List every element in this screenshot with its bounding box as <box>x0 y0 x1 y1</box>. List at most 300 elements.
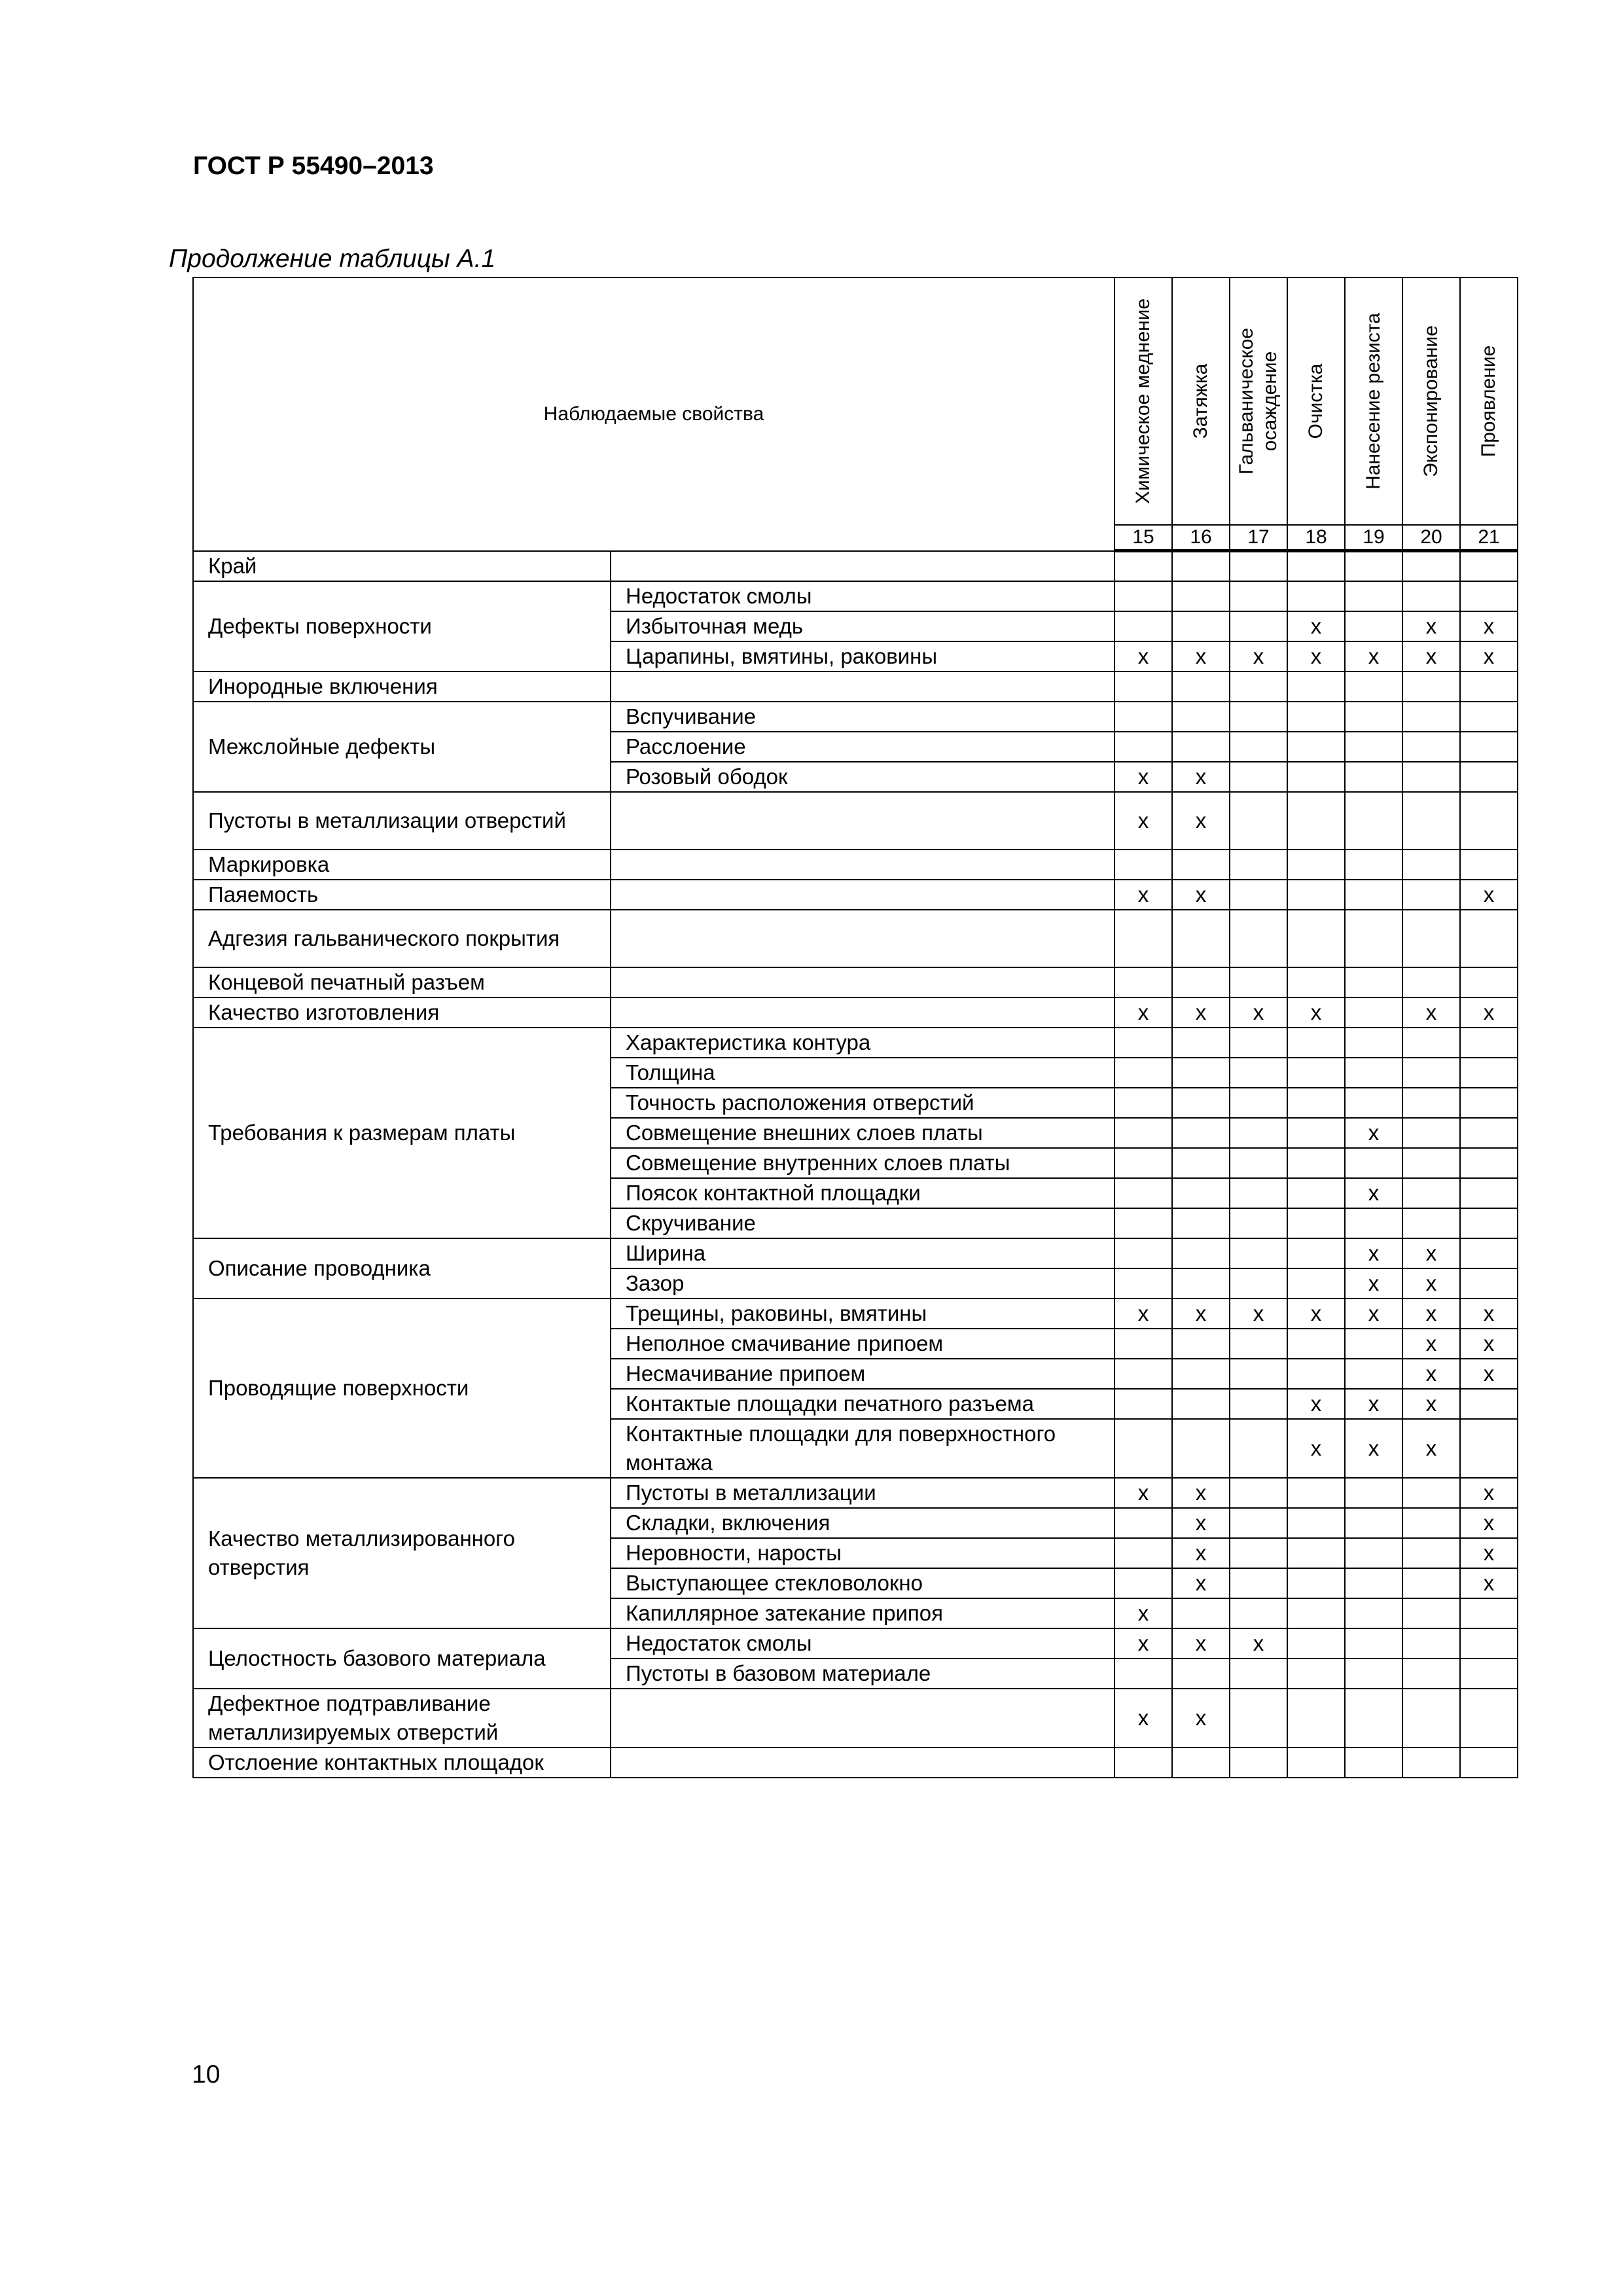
property-group: Отслоение контактных площадок <box>193 1748 611 1778</box>
table-row <box>193 1628 1518 1659</box>
operation-mark <box>1345 1058 1402 1088</box>
table-row <box>193 1478 1518 1508</box>
operation-mark <box>1287 1598 1345 1628</box>
operation-mark <box>1115 1389 1172 1419</box>
property-detail: Выступающее стекловолокно <box>611 1568 1115 1598</box>
operation-mark <box>1115 1178 1172 1208</box>
operation-mark <box>1230 1088 1287 1118</box>
operation-name: Экспонирование <box>1420 325 1442 477</box>
operation-mark <box>1345 1508 1402 1538</box>
operation-mark <box>1172 1329 1230 1359</box>
operation-mark <box>1115 1208 1172 1238</box>
operation-mark <box>1115 611 1172 641</box>
operation-header <box>1402 278 1460 525</box>
operation-mark <box>1287 850 1345 880</box>
operation-mark <box>1402 880 1460 910</box>
operation-mark <box>1402 1628 1460 1659</box>
table-row <box>193 581 1518 611</box>
operation-mark: x <box>1172 1538 1230 1568</box>
operation-mark <box>1345 1659 1402 1689</box>
table-row <box>193 1689 1518 1748</box>
operation-mark <box>1230 551 1287 581</box>
operation-mark: x <box>1230 997 1287 1028</box>
table-row <box>193 850 1518 880</box>
operation-mark: x <box>1402 1359 1460 1389</box>
operation-mark <box>1115 732 1172 762</box>
operation-mark <box>1230 1268 1287 1299</box>
operation-mark <box>1115 1419 1172 1478</box>
property-group: Требования к размерам платы <box>193 1028 611 1238</box>
table-row <box>193 1299 1518 1329</box>
operation-mark <box>1287 1329 1345 1359</box>
operation-mark <box>1287 1088 1345 1118</box>
table-continuation-title: Продолжение таблицы А.1 <box>169 245 496 273</box>
operation-mark <box>1402 1028 1460 1058</box>
property-detail <box>611 672 1115 702</box>
operation-mark: x <box>1172 880 1230 910</box>
operation-mark: x <box>1172 1478 1230 1508</box>
operation-mark <box>1345 1148 1402 1178</box>
operation-mark <box>1287 1118 1345 1148</box>
property-detail <box>611 551 1115 581</box>
operation-mark <box>1460 850 1518 880</box>
operation-mark <box>1287 792 1345 850</box>
operation-mark <box>1345 1689 1402 1748</box>
operation-mark <box>1230 611 1287 641</box>
operation-mark <box>1287 1748 1345 1778</box>
operation-number: 19 <box>1345 525 1402 551</box>
operation-mark <box>1460 1598 1518 1628</box>
operation-mark <box>1460 1148 1518 1178</box>
operation-mark <box>1230 762 1287 792</box>
operation-mark: x <box>1230 641 1287 672</box>
property-group: Целостность базового материала <box>193 1628 611 1689</box>
operation-number: 17 <box>1230 525 1287 551</box>
operation-mark: x <box>1345 1419 1402 1478</box>
operation-mark: x <box>1115 1478 1172 1508</box>
operation-mark: x <box>1402 1389 1460 1419</box>
operation-mark <box>1345 611 1402 641</box>
property-group: Адгезия гальванического покрытия <box>193 910 611 967</box>
operation-mark <box>1345 967 1402 997</box>
table-row <box>193 792 1518 850</box>
operation-mark <box>1230 967 1287 997</box>
property-detail: Неровности, наросты <box>611 1538 1115 1568</box>
operation-header <box>1345 278 1402 525</box>
operation-mark <box>1287 1628 1345 1659</box>
operation-mark <box>1345 702 1402 732</box>
operation-mark <box>1115 1748 1172 1778</box>
operation-mark <box>1172 581 1230 611</box>
operation-mark: x <box>1460 1508 1518 1538</box>
operation-mark <box>1345 762 1402 792</box>
operation-mark <box>1460 1389 1518 1419</box>
operation-header <box>1230 278 1287 525</box>
table-row <box>193 551 1518 581</box>
operation-mark: x <box>1460 880 1518 910</box>
operation-mark <box>1172 1268 1230 1299</box>
operation-mark <box>1345 732 1402 762</box>
operation-mark <box>1230 1178 1287 1208</box>
property-group: Описание проводника <box>193 1238 611 1299</box>
operation-number: 20 <box>1402 525 1460 551</box>
table-row <box>193 910 1518 967</box>
document-code: ГОСТ Р 55490–2013 <box>193 152 434 180</box>
operation-mark: x <box>1460 1568 1518 1598</box>
operation-mark <box>1172 1178 1230 1208</box>
operation-mark <box>1230 1058 1287 1088</box>
operation-mark <box>1345 1628 1402 1659</box>
operation-mark <box>1115 850 1172 880</box>
property-detail: Характеристика контура <box>611 1028 1115 1058</box>
operation-mark <box>1115 1538 1172 1568</box>
property-group: Концевой печатный разъем <box>193 967 611 997</box>
operation-mark <box>1402 910 1460 967</box>
operation-mark <box>1230 1478 1287 1508</box>
operation-mark <box>1172 611 1230 641</box>
operation-mark <box>1230 1148 1287 1178</box>
property-detail <box>611 850 1115 880</box>
operation-mark: x <box>1172 1299 1230 1329</box>
operation-mark <box>1402 1748 1460 1778</box>
property-detail: Неполное смачивание припоем <box>611 1329 1115 1359</box>
operation-mark <box>1230 1359 1287 1389</box>
property-detail: Розовый ободок <box>611 762 1115 792</box>
operation-mark <box>1402 1148 1460 1178</box>
operation-mark <box>1172 732 1230 762</box>
operation-mark <box>1345 1208 1402 1238</box>
operation-mark: x <box>1402 1238 1460 1268</box>
property-detail: Скручивание <box>611 1208 1115 1238</box>
operation-mark <box>1172 1028 1230 1058</box>
operation-mark <box>1115 1148 1172 1178</box>
operation-mark <box>1172 967 1230 997</box>
property-detail: Расслоение <box>611 732 1115 762</box>
operation-mark <box>1115 967 1172 997</box>
operation-mark: x <box>1460 997 1518 1028</box>
table-row <box>193 880 1518 910</box>
operation-mark <box>1230 1329 1287 1359</box>
operation-mark <box>1172 910 1230 967</box>
properties-table <box>192 277 1518 1778</box>
operation-mark: x <box>1402 1299 1460 1329</box>
operation-mark: x <box>1172 1628 1230 1659</box>
operation-mark <box>1402 1058 1460 1088</box>
property-group: Качество металлизированного отверстия <box>193 1478 611 1628</box>
operation-mark <box>1345 792 1402 850</box>
operation-mark <box>1230 850 1287 880</box>
operation-mark: x <box>1287 1299 1345 1329</box>
operation-mark: x <box>1460 1359 1518 1389</box>
operation-mark <box>1460 1628 1518 1659</box>
operation-name: Затяжка <box>1190 363 1211 439</box>
operation-mark <box>1230 1118 1287 1148</box>
operation-mark <box>1172 672 1230 702</box>
operation-mark <box>1460 967 1518 997</box>
operation-mark <box>1230 880 1287 910</box>
operation-mark <box>1345 1538 1402 1568</box>
operation-mark <box>1402 792 1460 850</box>
operation-mark <box>1402 1088 1460 1118</box>
property-detail: Толщина <box>611 1058 1115 1088</box>
operation-header <box>1115 278 1172 525</box>
operation-mark <box>1230 581 1287 611</box>
operation-mark <box>1115 1088 1172 1118</box>
operation-mark <box>1230 1689 1287 1748</box>
operation-header <box>1460 278 1518 525</box>
table-row <box>193 1238 1518 1268</box>
operation-mark <box>1230 792 1287 850</box>
property-detail: Избыточная медь <box>611 611 1115 641</box>
operation-mark <box>1172 1389 1230 1419</box>
operation-mark: x <box>1287 1389 1345 1419</box>
operation-mark: x <box>1115 641 1172 672</box>
property-detail <box>611 967 1115 997</box>
property-detail: Пустоты в металлизации <box>611 1478 1115 1508</box>
operation-mark <box>1402 1208 1460 1238</box>
operation-mark <box>1460 551 1518 581</box>
operation-mark <box>1460 792 1518 850</box>
operation-mark <box>1460 1178 1518 1208</box>
operation-mark <box>1402 1568 1460 1598</box>
operation-mark <box>1287 1058 1345 1088</box>
operation-mark: x <box>1115 880 1172 910</box>
operation-mark <box>1345 997 1402 1028</box>
operation-mark: x <box>1172 1568 1230 1598</box>
property-group: Качество изготовления <box>193 997 611 1028</box>
operation-mark <box>1115 702 1172 732</box>
operation-mark: x <box>1115 1299 1172 1329</box>
operation-mark: x <box>1287 1419 1345 1478</box>
operation-mark <box>1287 762 1345 792</box>
operation-mark <box>1287 1478 1345 1508</box>
property-detail: Царапины, вмятины, раковины <box>611 641 1115 672</box>
operation-mark <box>1230 1389 1287 1419</box>
operation-mark: x <box>1172 792 1230 850</box>
property-detail: Трещины, раковины, вмятины <box>611 1299 1115 1329</box>
operation-mark: x <box>1345 1299 1402 1329</box>
operation-mark: x <box>1230 1628 1287 1659</box>
property-detail: Капиллярное затекание припоя <box>611 1598 1115 1628</box>
operation-mark: x <box>1460 1299 1518 1329</box>
operation-mark <box>1460 581 1518 611</box>
operation-mark: x <box>1287 641 1345 672</box>
operation-mark <box>1230 1659 1287 1689</box>
operation-mark: x <box>1345 1238 1402 1268</box>
operation-mark <box>1345 1329 1402 1359</box>
operation-mark: x <box>1172 1508 1230 1538</box>
operation-mark <box>1230 1208 1287 1238</box>
operation-mark <box>1115 1329 1172 1359</box>
operation-mark <box>1287 672 1345 702</box>
operation-mark <box>1345 1028 1402 1058</box>
operation-mark <box>1345 1478 1402 1508</box>
operation-mark <box>1460 1088 1518 1118</box>
operation-mark <box>1345 1568 1402 1598</box>
property-detail: Ширина <box>611 1238 1115 1268</box>
operation-mark <box>1402 1478 1460 1508</box>
operation-mark <box>1287 1178 1345 1208</box>
operation-mark <box>1287 1508 1345 1538</box>
property-group: Край <box>193 551 611 581</box>
operation-mark <box>1230 1238 1287 1268</box>
property-detail: Вспучивание <box>611 702 1115 732</box>
operation-name: Проявление <box>1478 345 1499 457</box>
operation-mark: x <box>1345 1178 1402 1208</box>
operation-mark <box>1172 1598 1230 1628</box>
operation-mark <box>1402 850 1460 880</box>
operation-mark <box>1115 672 1172 702</box>
operation-mark <box>1172 850 1230 880</box>
operation-name: Очистка <box>1305 363 1327 439</box>
operation-number: 21 <box>1460 525 1518 551</box>
property-detail: Пустоты в базовом материале <box>611 1659 1115 1689</box>
operation-mark <box>1172 1359 1230 1389</box>
operation-mark <box>1115 1028 1172 1058</box>
property-detail: Недостаток смолы <box>611 581 1115 611</box>
operation-mark <box>1172 1148 1230 1178</box>
operation-mark <box>1402 1689 1460 1748</box>
property-detail: Контактные площадки для поверхностного монтажа <box>611 1419 1115 1478</box>
operation-mark <box>1115 1268 1172 1299</box>
header-row <box>193 278 1518 525</box>
table-row <box>193 967 1518 997</box>
operation-mark: x <box>1172 997 1230 1028</box>
operation-mark <box>1287 967 1345 997</box>
property-detail <box>611 1748 1115 1778</box>
operation-mark: x <box>1345 641 1402 672</box>
operation-mark <box>1115 910 1172 967</box>
operation-mark <box>1172 1118 1230 1148</box>
operation-name: Нанесение резиста <box>1363 313 1384 490</box>
operation-mark <box>1345 1748 1402 1778</box>
property-group: Инородные включения <box>193 672 611 702</box>
operation-mark <box>1460 910 1518 967</box>
operation-mark <box>1230 1508 1287 1538</box>
operation-mark <box>1172 702 1230 732</box>
operation-mark <box>1287 1268 1345 1299</box>
operation-mark: x <box>1460 611 1518 641</box>
operation-mark: x <box>1115 762 1172 792</box>
operation-mark <box>1460 702 1518 732</box>
operation-mark <box>1172 1058 1230 1088</box>
operation-mark <box>1460 1689 1518 1748</box>
operation-mark: x <box>1402 997 1460 1028</box>
operation-mark: x <box>1345 1389 1402 1419</box>
operation-mark: x <box>1115 997 1172 1028</box>
operation-mark: x <box>1402 1268 1460 1299</box>
property-group: Дефектное подтравливание металлизируемых отверстий <box>193 1689 611 1748</box>
operation-mark <box>1460 1118 1518 1148</box>
operation-mark <box>1460 1028 1518 1058</box>
operation-mark: x <box>1402 1329 1460 1359</box>
operation-mark <box>1230 702 1287 732</box>
operation-mark <box>1460 1208 1518 1238</box>
table-row <box>193 997 1518 1028</box>
operation-mark <box>1402 732 1460 762</box>
operation-mark <box>1287 581 1345 611</box>
operation-mark <box>1230 1598 1287 1628</box>
operation-mark <box>1460 1268 1518 1299</box>
operation-mark <box>1172 1748 1230 1778</box>
operation-mark <box>1115 1058 1172 1088</box>
observed-properties-header: Наблюдаемые свойства <box>193 278 1115 551</box>
table-row <box>193 1748 1518 1778</box>
operation-mark: x <box>1287 997 1345 1028</box>
operation-mark <box>1287 910 1345 967</box>
operation-mark <box>1172 1238 1230 1268</box>
property-detail: Складки, включения <box>611 1508 1115 1538</box>
table-row <box>193 702 1518 732</box>
operation-mark <box>1115 551 1172 581</box>
operation-mark <box>1287 1689 1345 1748</box>
operation-mark <box>1230 1028 1287 1058</box>
operation-mark <box>1402 672 1460 702</box>
property-detail: Поясок контактной площадки <box>611 1178 1115 1208</box>
property-detail: Точность расположения отверстий <box>611 1088 1115 1118</box>
operation-mark: x <box>1115 1628 1172 1659</box>
operation-number: 15 <box>1115 525 1172 551</box>
operation-mark <box>1230 672 1287 702</box>
operation-mark <box>1115 1118 1172 1148</box>
operation-mark <box>1115 1508 1172 1538</box>
operation-mark <box>1402 702 1460 732</box>
operation-mark <box>1287 732 1345 762</box>
operation-number: 18 <box>1287 525 1345 551</box>
operation-mark <box>1402 1659 1460 1689</box>
operation-mark <box>1115 1238 1172 1268</box>
operation-name: Гальваническое осаждение <box>1236 327 1281 475</box>
operation-mark <box>1115 1359 1172 1389</box>
operation-mark <box>1460 1419 1518 1478</box>
operation-mark <box>1460 672 1518 702</box>
property-group: Дефекты поверхности <box>193 581 611 672</box>
operation-mark <box>1287 1359 1345 1389</box>
operation-mark <box>1287 1659 1345 1689</box>
operation-mark <box>1345 1359 1402 1389</box>
property-detail: Совмещение внутренних слоев платы <box>611 1148 1115 1178</box>
property-detail: Совмещение внешних слоев платы <box>611 1118 1115 1148</box>
operation-mark <box>1402 1178 1460 1208</box>
table-row <box>193 1028 1518 1058</box>
property-group: Межслойные дефекты <box>193 702 611 792</box>
operation-mark <box>1460 1058 1518 1088</box>
property-detail <box>611 910 1115 967</box>
property-detail <box>611 792 1115 850</box>
table-row <box>193 672 1518 702</box>
property-group: Паяемость <box>193 880 611 910</box>
operation-name: Химическое меднение <box>1132 298 1154 505</box>
property-group: Пустоты в металлизации отверстий <box>193 792 611 850</box>
operation-mark <box>1345 880 1402 910</box>
operation-mark <box>1230 1538 1287 1568</box>
operation-mark <box>1460 1748 1518 1778</box>
operation-mark: x <box>1230 1299 1287 1329</box>
operation-mark <box>1287 1208 1345 1238</box>
operation-mark <box>1172 1419 1230 1478</box>
operation-mark <box>1172 1208 1230 1238</box>
operation-mark: x <box>1172 762 1230 792</box>
property-detail: Недостаток смолы <box>611 1628 1115 1659</box>
property-detail <box>611 997 1115 1028</box>
operation-mark: x <box>1287 611 1345 641</box>
operation-mark: x <box>1172 641 1230 672</box>
operation-mark: x <box>1460 1538 1518 1568</box>
operation-mark <box>1402 762 1460 792</box>
operation-mark <box>1460 1659 1518 1689</box>
operation-mark <box>1230 732 1287 762</box>
property-group: Маркировка <box>193 850 611 880</box>
